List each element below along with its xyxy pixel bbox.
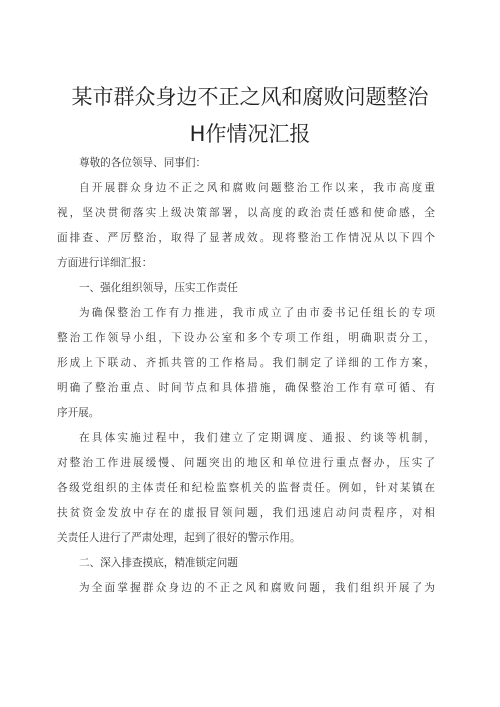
paragraph-line: 序开展。	[57, 407, 100, 419]
paragraph-line: 自开展群众身边不正之风和腐败问题整治工作以来，我市高度重	[79, 182, 435, 194]
paragraph-line: 为确保整治工作有力推进，我市成立了由市委书记任组长的专项	[79, 307, 435, 319]
salutation: 尊敬的各位领导、同事们：	[79, 157, 207, 169]
paragraph-line: 整治工作领导小组，下设办公室和多个专项工作组，明确职责分工，	[57, 332, 435, 344]
document-title-line-1: 某市群众身边不正之风和腐败问题整治	[71, 85, 429, 109]
paragraph-line: 为全面掌握群众身边的不正之风和腐败问题，我们组织开展了为	[79, 582, 435, 594]
paragraph-line: 扶贫资金发放中存在的虚报冒领问题，我们迅速启动问责程序，对相	[57, 507, 435, 519]
document-body	[57, 151, 435, 601]
paragraph-line: 形成上下联动、齐抓共管的工作格局。我们制定了详细的工作方案，	[57, 357, 435, 369]
paragraph-line: 视，坚决贯彻落实上级决策部署，以高度的政治责任感和使命感，全	[57, 207, 435, 219]
document-title-line-2: H作情况汇报	[189, 122, 311, 146]
paragraph-line: 在具体实施过程中，我们建立了定期调度、通报、约谈等机制，	[79, 432, 435, 444]
paragraph-line: 面排查、严厉整治，取得了显著成效。现将整治工作情况从以下四个	[57, 232, 435, 244]
paragraph-line: 关责任人进行了严肃处理，起到了很好的警示作用。	[57, 532, 301, 544]
paragraph-line: 各级党组织的主体责任和纪检监察机关的监督责任。例如，针对某镇在	[57, 482, 435, 494]
section-heading-1: 一、强化组织领导，压实工作责任	[79, 282, 238, 294]
paragraph-line: 方面进行详细汇报：	[57, 257, 153, 269]
section-heading-2: 二、深入排查摸底，精准锁定问题	[79, 557, 238, 569]
paragraph-line: 对整治工作进展缓慢、问题突出的地区和单位进行重点督办，压实了	[57, 457, 435, 469]
paragraph-line: 明确了整治重点、时间节点和具体措施，确保整治工作有章可循、有	[57, 382, 435, 394]
